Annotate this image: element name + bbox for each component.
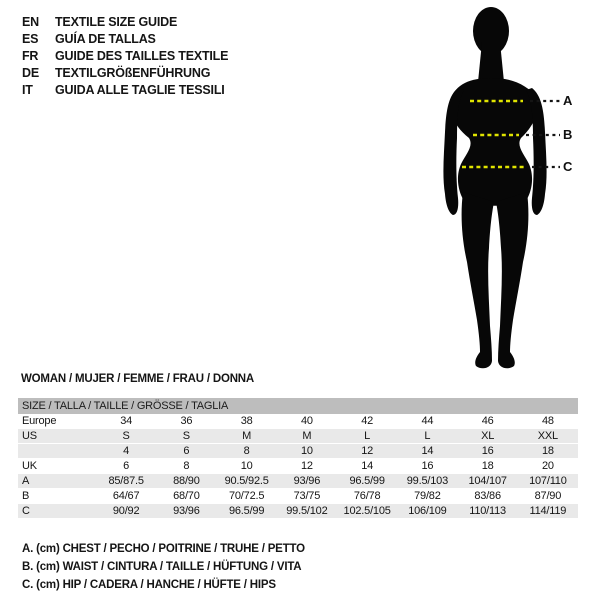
language-row	[22, 14, 228, 31]
row-label: UK	[22, 460, 37, 472]
size-cell: 6	[123, 460, 130, 472]
legend-line: A. (cm) CHEST / PECHO / POITRINE / TRUHE / PETTO	[22, 543, 305, 555]
table-row	[18, 459, 578, 474]
size-cell: 88/90	[173, 475, 200, 487]
table-row	[18, 429, 578, 444]
body-measurement-diagram	[400, 0, 600, 380]
size-table-body	[18, 414, 578, 519]
language-row	[22, 82, 228, 99]
size-cell: 83/86	[474, 490, 501, 502]
size-cell: 87/90	[534, 490, 562, 502]
row-label: C	[22, 505, 30, 517]
size-cell: 106/109	[408, 505, 447, 517]
table-row	[18, 489, 578, 504]
measurement-legend	[22, 540, 305, 594]
size-cell: 16	[421, 460, 434, 472]
size-cell: 44	[421, 415, 434, 427]
language-code: EN	[22, 15, 39, 29]
size-cell: 96.5/99	[349, 475, 385, 487]
size-cell: 14	[421, 445, 434, 457]
size-cell: 73/75	[293, 490, 321, 502]
row-label: A	[22, 475, 30, 487]
size-cell: 107/110	[529, 475, 567, 487]
measurement-label-b: B	[563, 127, 573, 142]
language-row	[22, 48, 228, 65]
size-cell: 48	[541, 415, 554, 427]
language-row	[22, 31, 228, 48]
legend-line: B. (cm) WAIST / CINTURA / TAILLE / HÜFTUNG / VITA	[22, 561, 302, 573]
size-cell: M	[242, 430, 252, 442]
size-cell: 12	[361, 445, 374, 457]
language-label: GUÍA DE TALLAS	[55, 32, 156, 46]
language-label: GUIDA ALLE TAGLIE TESSILI	[55, 83, 225, 97]
size-cell: 70/72.5	[228, 490, 265, 502]
size-cell: 20	[541, 460, 554, 472]
size-cell: 85/87.5	[108, 475, 144, 487]
table-row	[18, 474, 578, 489]
size-cell: 79/82	[414, 490, 441, 502]
size-cell: 64/67	[112, 490, 140, 502]
size-cell: 14	[361, 460, 374, 472]
size-cell: L	[364, 430, 371, 442]
language-code: FR	[22, 49, 39, 63]
measurement-label-c: C	[563, 159, 573, 174]
language-label: TEXTILGRÖßENFÜHRUNG	[55, 66, 211, 80]
legend-line: C. (cm) HIP / CADERA / HANCHE / HÜFTE / HIPS	[22, 579, 276, 591]
size-cell: 102.5/105	[343, 505, 391, 517]
woman-silhouette	[400, 0, 600, 380]
size-cell: M	[302, 430, 312, 442]
size-cell: 42	[361, 415, 374, 427]
size-cell: 68/70	[173, 490, 200, 502]
size-cell: 10	[300, 445, 313, 457]
size-cell: 34	[120, 415, 133, 427]
language-code: ES	[22, 32, 39, 46]
table-row	[18, 504, 578, 519]
size-cell: 6	[183, 445, 190, 457]
silhouette-shape	[443, 7, 546, 368]
size-cell: 96.5/99	[228, 505, 265, 517]
size-cell: 12	[300, 460, 313, 472]
size-cell: 16	[481, 445, 494, 457]
size-table	[18, 398, 578, 519]
size-cell: 93/96	[173, 505, 200, 517]
size-cell: 8	[183, 460, 190, 472]
language-label: GUIDE DES TAILLES TEXTILE	[55, 49, 229, 63]
language-row	[22, 65, 228, 82]
size-cell: 18	[481, 460, 494, 472]
size-cell: 46	[481, 415, 494, 427]
size-cell: 90/92	[112, 505, 140, 517]
size-cell: 90.5/92.5	[224, 475, 269, 487]
size-cell: XXL	[537, 430, 558, 442]
language-code: IT	[22, 83, 33, 97]
measurement-label-a: A	[563, 93, 573, 108]
section-title-woman: WOMAN / MUJER / FEMME / FRAU / DONNA	[21, 373, 255, 385]
language-title-list	[22, 14, 228, 99]
size-cell: 18	[541, 445, 554, 457]
table-row	[18, 444, 578, 459]
size-cell: S	[122, 430, 130, 442]
size-cell: 40	[300, 415, 313, 427]
size-cell: 99.5/102	[286, 505, 328, 517]
size-cell: L	[424, 430, 431, 442]
row-label: Europe	[22, 415, 57, 427]
table-row	[18, 414, 578, 429]
size-cell: 93/96	[293, 475, 321, 487]
size-cell: 110/113	[469, 505, 506, 517]
size-table-header: SIZE / TALLA / TAILLE / GRÖSSE / TAGLIA	[18, 398, 578, 414]
size-cell: 99.5/103	[406, 475, 448, 487]
size-cell: 114/119	[529, 505, 567, 517]
size-cell: 36	[180, 415, 193, 427]
size-cell: XL	[481, 430, 495, 442]
size-cell: S	[182, 430, 190, 442]
language-label: TEXTILE SIZE GUIDE	[55, 15, 178, 29]
row-label: B	[22, 490, 30, 502]
size-cell: 104/107	[468, 475, 507, 487]
language-code: DE	[22, 66, 39, 80]
size-cell: 4	[123, 445, 130, 457]
size-cell: 10	[240, 460, 253, 472]
size-cell: 38	[240, 415, 253, 427]
size-cell: 8	[243, 445, 250, 457]
size-cell: 76/78	[353, 490, 381, 502]
row-label: US	[22, 430, 37, 442]
row-label	[18, 444, 96, 458]
